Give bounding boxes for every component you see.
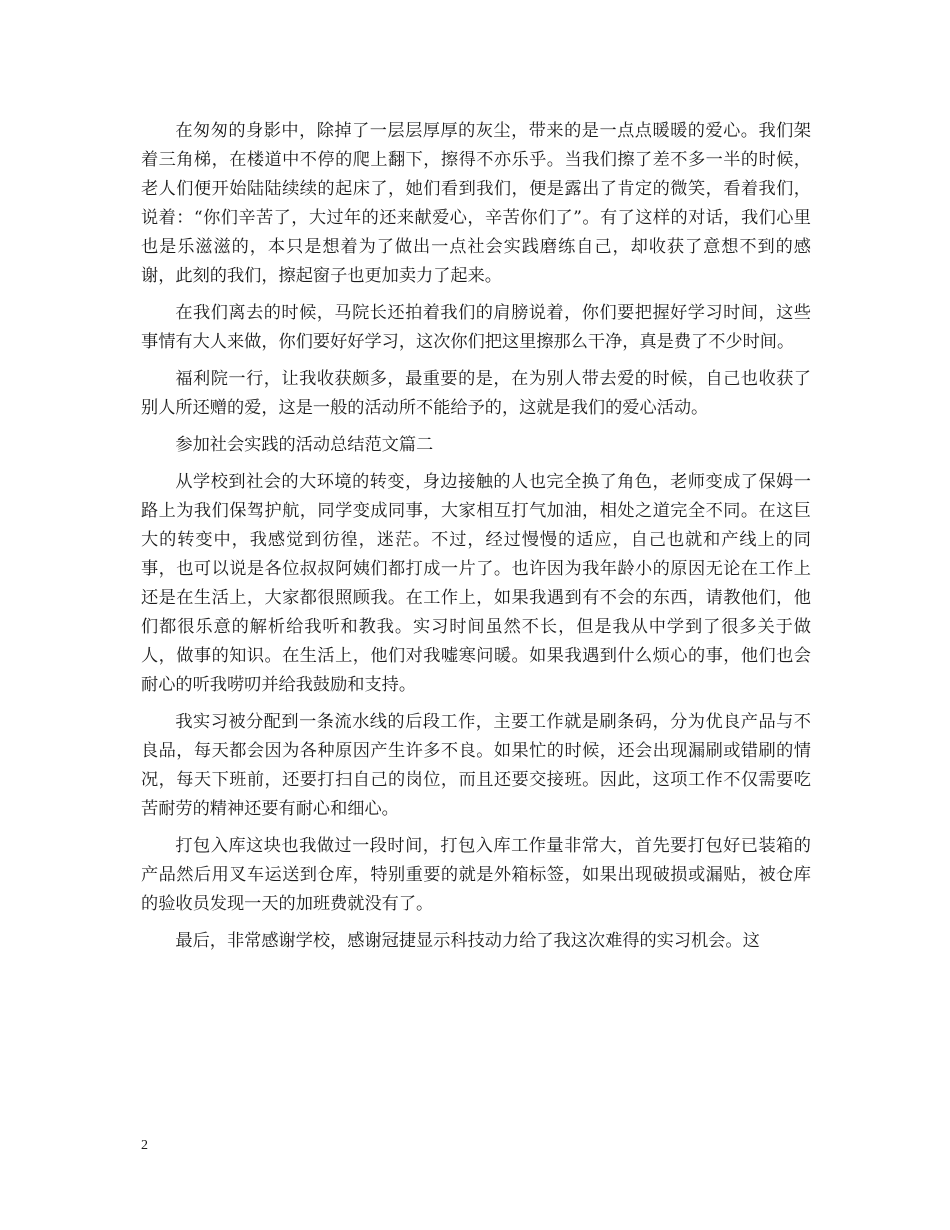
document-body [141,117,811,964]
paragraph-1: 在匆匆的身影中，除掉了一层层厚厚的灰尘，带来的是一点点暖暖的爱心。我们架着三角梯，在楼道中不停的爬上翻下，擦得不亦乐乎。当我们擦了差不多一半的时候，老人们便开始陆陆续续的起床了，她们看到我们，便是露出了肯定的微笑，看着我们，说着：“你们辛苦了，大过年的还来献爱心，辛苦你们了”。有了这样的对话，我们心里也是乐滋滋的，本只是想着为了做出一点社会实践磨练自己，却收获了意想不到的感谢，此刻的我们，擦起窗子也更加卖力了起来。 [141,121,811,286]
paragraph-3: 福利院一行，让我收获颇多，最重要的是，在为别人带去爱的时候，自己也收获了别人所还赠的爱，这是一般的活动所不能给予的，这就是我们的爱心活动。 [141,369,811,418]
section-heading: 参加社会实践的活动总结范文篇二 [175,435,434,455]
paragraph-5: 我实习被分配到一条流水线的后段工作，主要工作就是刷条码，分为优良产品与不良品，每天都会因为各种原因产生许多不良。如果忙的时候，还会出现漏刷或错刷的情况，每天下班前，还要打扫自己的岗位，而且还要交接班。因此，这项工作不仅需要吃苦耐劳的精神还要有耐心和细心。 [141,712,811,819]
paragraph-4: 从学校到社会的大环境的转变，身边接触的人也完全换了角色，老师变成了保姆一路上为我们保驾护航，同学变成同事，大家相互打气加油，相处之道完全不同。在这巨大的转变中，我感觉到彷徨，迷茫。不过，经过慢慢的适应，自己也就和产线上的同事，也可以说是各位叔叔阿姨们都打成一片了。也许因为我年龄小的原因无论在工作上还是在生活上，大家都很照顾我。在工作上，如果我遇到有不会的东西，请教他们，他们都很乐意的解析给我听和教我。实习时间虽然不长，但是我从中学到了很多关于做人，做事的知识。在生活上，他们对我嘘寒问暖。如果我遇到什么烦心的事，他们也会耐心的听我唠叨并给我鼓励和支持。 [141,472,811,695]
paragraph-7: 最后，非常感谢学校，感谢冠捷显示科技动力给了我这次难得的实习机会。这 [175,931,760,951]
paragraph-2: 在我们离去的时候，马院长还拍着我们的肩膀说着，你们要把握好学习时间，这些事情有大人来做，你们要好好学习，这次你们把这里擦那么干净，真是费了不少时间。 [141,303,811,352]
page-number: 2 [141,1138,148,1153]
paragraph-6: 打包入库这块也我做过一段时间，打包入库工作量非常大，首先要打包好已装箱的产品然后用叉车运送到仓库，特别重要的就是外箱标签，如果出现破损或漏贴，被仓库的验收员发现一天的加班费就没有了。 [141,836,811,914]
